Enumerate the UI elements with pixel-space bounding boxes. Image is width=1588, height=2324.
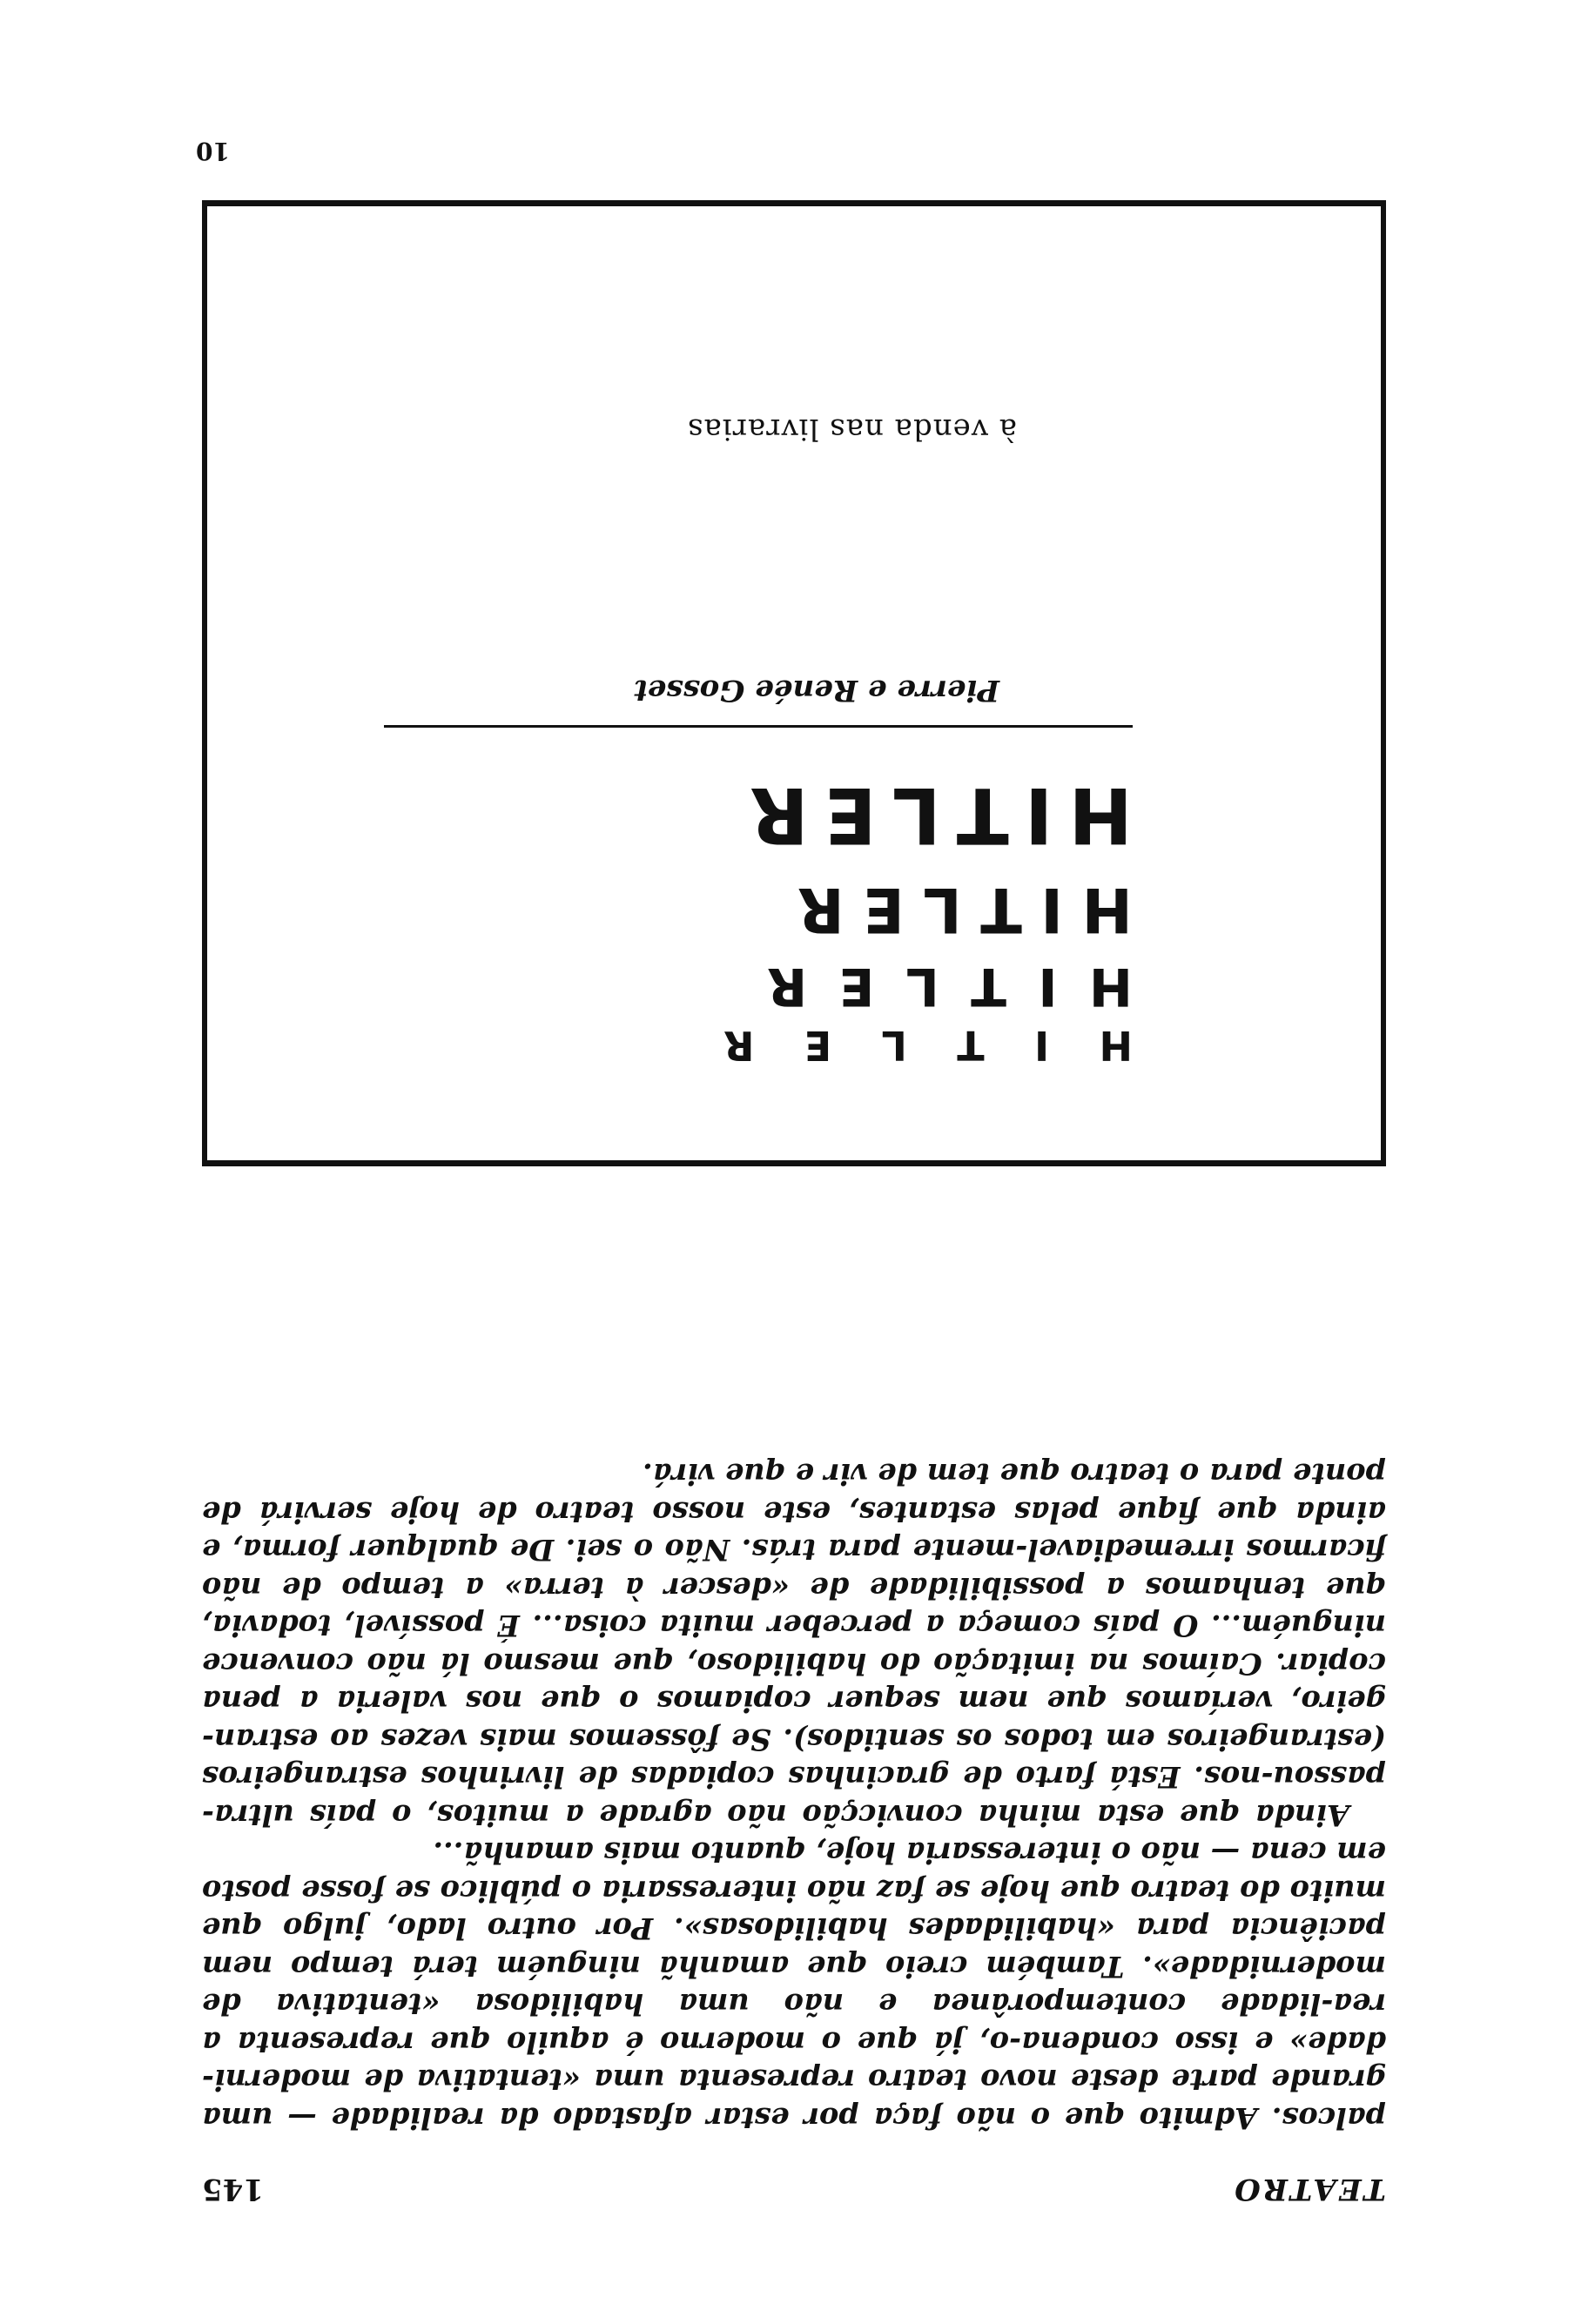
paragraph-1: palcos. Admito que o não faça por estar afastado da realidade — uma grande parte deste novo teatro representa uma «tentativa de moderni-dade» e isso condena-o, já que o moderno é aquilo que representa a rea-lidade contemporânea e não uma habilidosa «tentativa de modernidade». Também creio que amanhã ninguém terá tempo nem paciência para «habilidades habilidosas». Por outro lado, julgo que muito do teatro que hoje se faz não interessaria o público se fosse posto em cena — não o interessaria hoje, quanto mais amanhã...	[202, 1836, 1386, 2135]
title-letter: H	[1081, 874, 1133, 945]
title-letter: R	[767, 956, 808, 1017]
title-letter: H	[1088, 956, 1133, 1017]
advertisement-folio: 10	[196, 137, 230, 165]
title-letter: I	[1024, 770, 1053, 860]
title-letter: T	[971, 956, 1007, 1017]
title-letter: E	[804, 1022, 832, 1069]
title-letter: R	[723, 1022, 755, 1069]
hitler-title-line	[797, 860, 1133, 945]
book-advertisement	[202, 200, 1386, 1166]
title-letter: L	[892, 770, 941, 860]
title-letter: R	[797, 874, 844, 945]
title-letter: T	[957, 1022, 985, 1069]
body-text	[202, 1455, 1386, 2137]
title-letter: T	[980, 874, 1022, 945]
title-letter: L	[905, 956, 939, 1017]
title-letter: R	[750, 770, 809, 860]
title-letter: T	[956, 770, 1009, 860]
hitler-title-line	[750, 764, 1133, 860]
sale-note: à venda nas livrarias	[687, 412, 1017, 447]
title-letter: E	[824, 770, 877, 860]
title-letter: E	[838, 956, 875, 1017]
title-letter: H	[1068, 770, 1133, 860]
title-letter: H	[1099, 1022, 1133, 1069]
title-letter: I	[1038, 956, 1058, 1017]
hitler-title-line	[723, 1017, 1133, 1069]
title-letter: E	[863, 874, 905, 945]
title-letter: L	[923, 874, 962, 945]
paragraph-2: Ainda que esta minha convicção não agrade a muitos, o país ultra-passou-nos. Está farto de gracinhas copiadas de livrinhos estrangeiros (estrangeiros em todos os sentidos). Se fôssemos mais vezes ao estran-geiro, veríamos que nem sequer copiamos o que nos valeria a pena copiar. Caímos na imitação do habilidoso, que mesmo lá não convence ninguém... O país começa a perceber muita coisa... É possível, todavia, que tenhamos a possibilidade de «descer à terra» a tempo de não ficarmos irremediavel-mente para trás. Não o sei. De qualquer forma, e ainda que fique pelas estantes, este nosso teatro de hoje servirá de ponte para o teatro que tem de vir e que virá.	[202, 1457, 1386, 1832]
title-letter: I	[1040, 874, 1064, 945]
book-authors: Pierre e Renée Gosset	[634, 673, 999, 708]
running-head	[202, 2172, 1386, 2206]
hitler-title-line	[767, 945, 1133, 1017]
running-head-title: TEATRO	[1232, 2172, 1386, 2206]
divider-rule	[384, 725, 1133, 728]
page-number: 145	[202, 2172, 264, 2206]
title-letter: L	[881, 1022, 907, 1069]
hitler-title-stack	[715, 764, 1133, 1069]
title-letter: I	[1034, 1022, 1050, 1069]
